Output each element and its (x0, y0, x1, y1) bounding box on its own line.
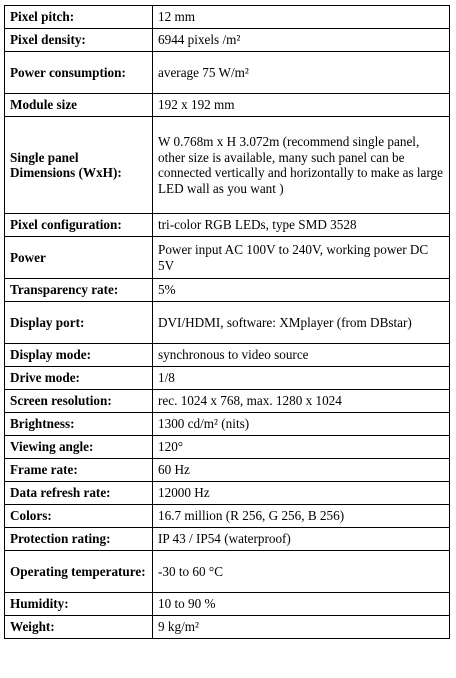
spec-value: rec. 1024 x 768, max. 1280 x 1024 (153, 390, 450, 413)
table-row (5, 279, 450, 302)
spec-label: Display port: (5, 302, 153, 344)
spec-value: 12000 Hz (153, 482, 450, 505)
spec-value: 1300 cd/m² (nits) (153, 413, 450, 436)
spec-label: Single panel Dimensions (WxH): (5, 117, 153, 214)
spec-label: Data refresh rate: (5, 482, 153, 505)
spec-label: Pixel pitch: (5, 6, 153, 29)
table-row (5, 302, 450, 344)
spec-value: 10 to 90 % (153, 593, 450, 616)
spec-value: DVI/HDMI, software: XMplayer (from DBstar) (153, 302, 450, 344)
spec-value: 192 x 192 mm (153, 94, 450, 117)
spec-value: 120° (153, 436, 450, 459)
spec-label: Pixel configuration: (5, 214, 153, 237)
spec-value: average 75 W/m² (153, 52, 450, 94)
spec-value: IP 43 / IP54 (waterproof) (153, 528, 450, 551)
spec-label: Viewing angle: (5, 436, 153, 459)
spec-value: 5% (153, 279, 450, 302)
table-row (5, 436, 450, 459)
spec-value: 16.7 million (R 256, G 256, B 256) (153, 505, 450, 528)
table-row (5, 214, 450, 237)
spec-label: Operating temperature: (5, 551, 153, 593)
table-row (5, 551, 450, 593)
spec-label: Display mode: (5, 344, 153, 367)
spec-value: tri-color RGB LEDs, type SMD 3528 (153, 214, 450, 237)
spec-label: Module size (5, 94, 153, 117)
spec-label: Weight: (5, 616, 153, 639)
spec-label: Pixel density: (5, 29, 153, 52)
table-row (5, 367, 450, 390)
table-row (5, 237, 450, 279)
spec-value: Power input AC 100V to 240V, working power DC 5V (153, 237, 450, 279)
spec-label: Frame rate: (5, 459, 153, 482)
spec-label: Brightness: (5, 413, 153, 436)
table-row (5, 593, 450, 616)
spec-label: Colors: (5, 505, 153, 528)
spec-value: 9 kg/m² (153, 616, 450, 639)
spec-value: -30 to 60 °C (153, 551, 450, 593)
spec-table (4, 5, 450, 639)
spec-value: 6944 pixels /m² (153, 29, 450, 52)
spec-label: Drive mode: (5, 367, 153, 390)
table-row (5, 616, 450, 639)
spec-value: 12 mm (153, 6, 450, 29)
spec-label: Protection rating: (5, 528, 153, 551)
spec-value: W 0.768m x H 3.072m (recommend single panel, other size is available, many such panel can be connected vertically and horizontally to make as large LED wall as you want ) (153, 117, 450, 214)
spec-label: Power consumption: (5, 52, 153, 94)
table-row (5, 6, 450, 29)
table-row (5, 505, 450, 528)
table-row (5, 413, 450, 436)
table-row (5, 52, 450, 94)
spec-label: Transparency rate: (5, 279, 153, 302)
table-row (5, 528, 450, 551)
table-row (5, 344, 450, 367)
table-row (5, 390, 450, 413)
table-row (5, 29, 450, 52)
table-row (5, 94, 450, 117)
spec-label: Screen resolution: (5, 390, 153, 413)
table-row (5, 117, 450, 214)
spec-value: 1/8 (153, 367, 450, 390)
table-row (5, 459, 450, 482)
table-row (5, 482, 450, 505)
spec-label: Humidity: (5, 593, 153, 616)
spec-value: 60 Hz (153, 459, 450, 482)
spec-label: Power (5, 237, 153, 279)
spec-value: synchronous to video source (153, 344, 450, 367)
